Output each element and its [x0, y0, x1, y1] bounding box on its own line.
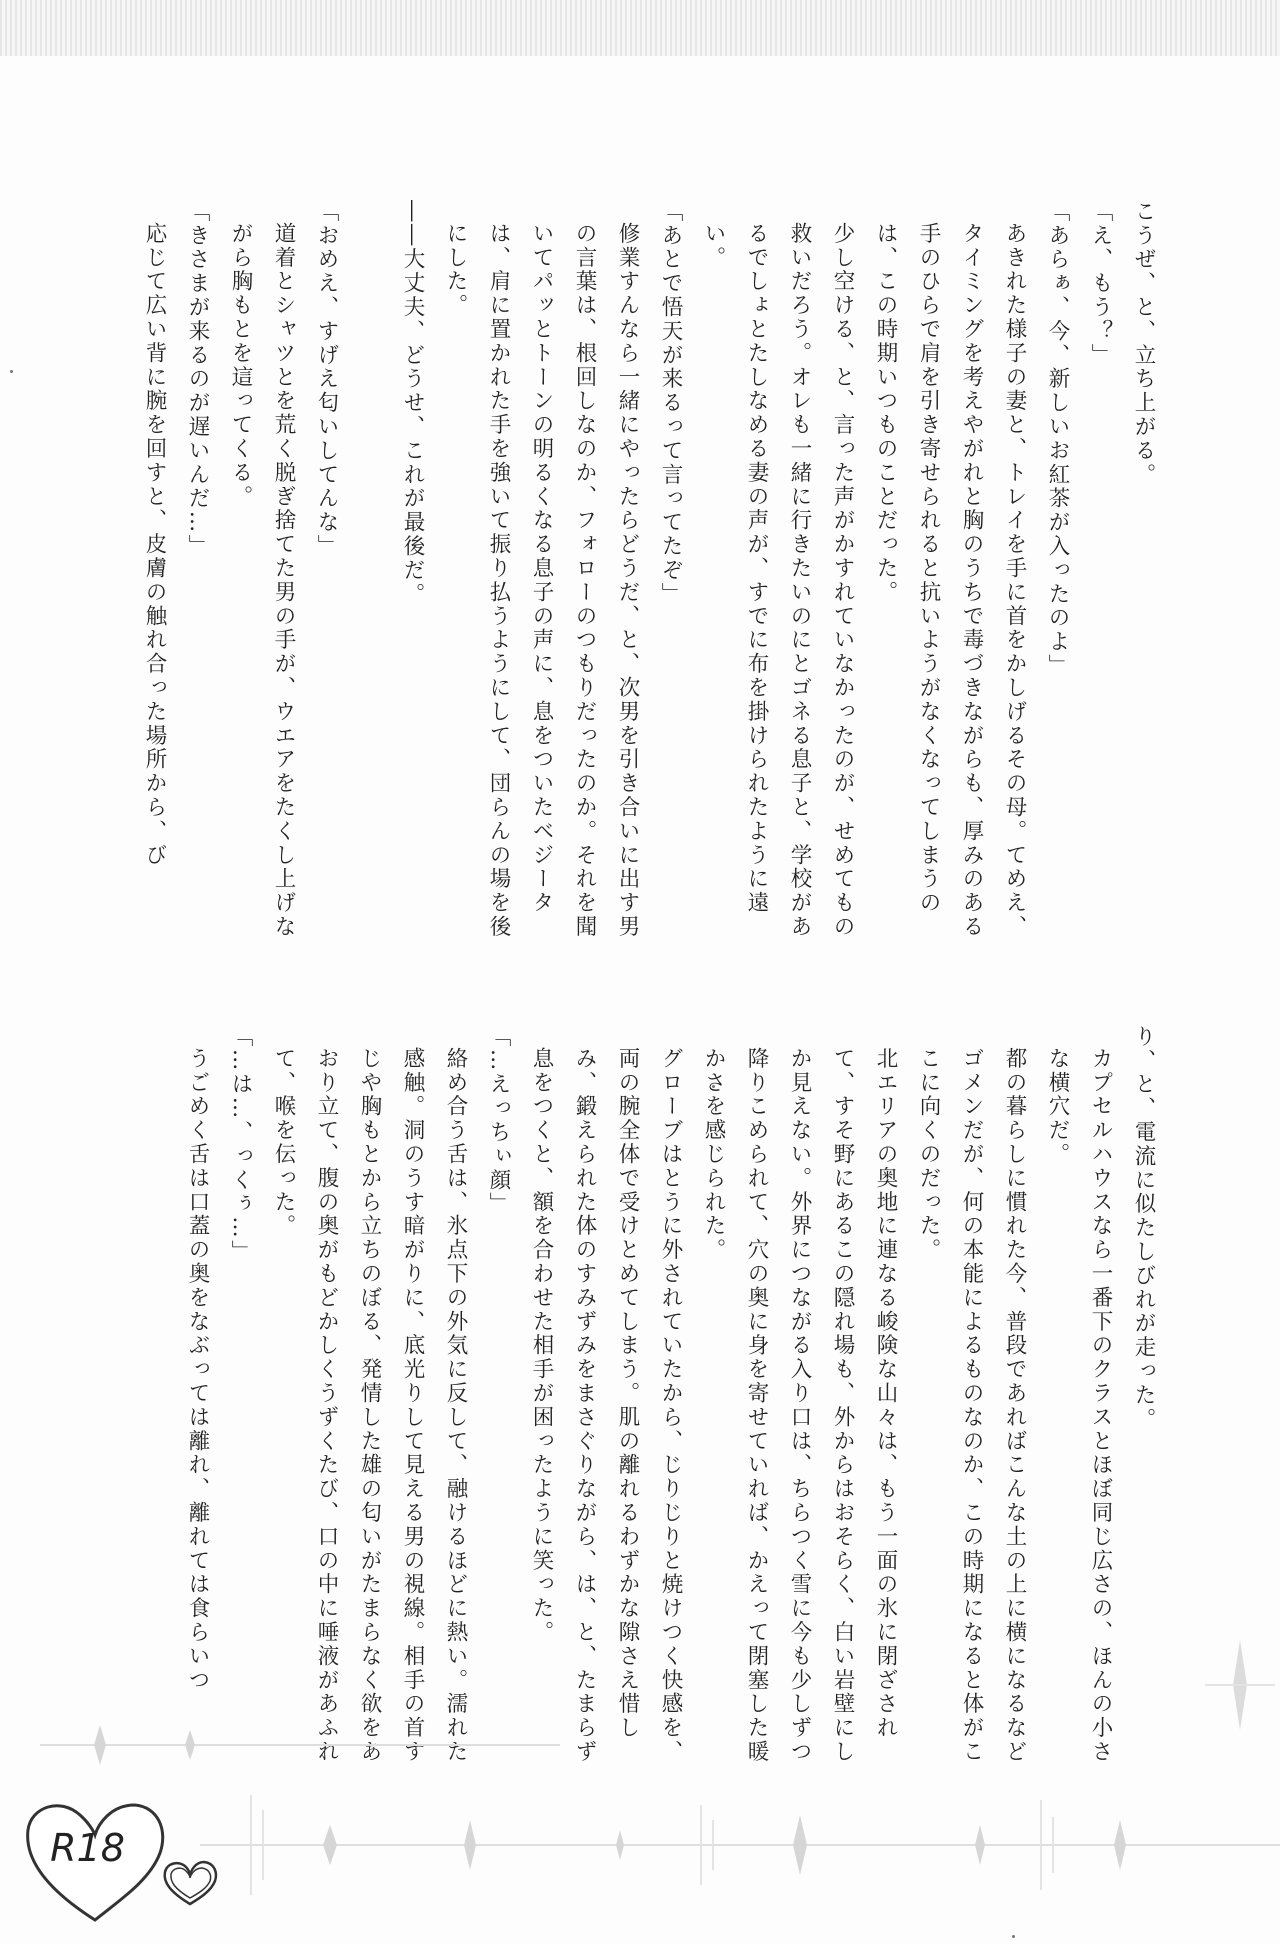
small-heart-icon: [160, 1858, 220, 1908]
paragraph: り、と、電流に似たしびれが走った。: [1131, 1025, 1156, 1432]
paragraph: あきれた様子の妻と、トレイを手に首をかしげるその母。てめえ、タイミングを考えやがれと胸のうちで毒づきながらも、厚みのある手のひらで肩を引き寄せられると抗いようがなくなってしまうのは、この時期いつものことだった。: [873, 221, 1027, 939]
paragraph: 「おめえ、すげえ匂いしてんな」: [314, 200, 339, 559]
paragraph: ――大丈夫、どうせ、これが最後だ。: [400, 200, 425, 607]
paragraph: 応じて広い背に腕を回すと、皮膚の触れ合った場所から、び: [142, 221, 167, 867]
r18-badge-label: R18: [50, 1826, 125, 1870]
paragraph: 「…えっちぃ顔」: [486, 1025, 511, 1217]
paragraph: 「あとで悟天が来るって言ってたぞ」: [658, 200, 683, 607]
stray-dot: [10, 370, 13, 373]
paragraph: 「え、もう？」: [1088, 200, 1113, 368]
sparkle-right-icon: [1205, 1640, 1275, 1730]
paragraph: グローブはとうに外されていたから、じりじりと焼けつく快感を、両の腕全体で受けとめてしまう。肌の離れるわずかな隙さえ惜しみ、鍛えられた体のすみずみをまさぐりながら、は、と、たまらず息をつくと、額を合わせた相手が困ったように笑った。: [529, 1046, 683, 1764]
text-block-bottom: [176, 1025, 1165, 1775]
paragraph: 「きさまが来るのが遅いんだ…」: [185, 200, 210, 559]
paragraph: [348, 200, 391, 960]
paragraph: 「…は…、っくぅ…」: [228, 1025, 253, 1264]
paragraph: 少し空ける、と、言った声がかすれていなかったのが、せめてもの救いだろう。オレも一緒に行きたいのにとゴネる息子と、学校があるでしょとたしなめる妻の声が、すでに布を掛けられたように遠い。: [701, 221, 855, 939]
paragraph: うごめく舌は口蓋の奥をなぶっては離れ、離れては食らいつ: [185, 1046, 210, 1692]
paragraph: 都の暮らしに慣れた今、普段であればこんな土の上に横になるなどゴメンだが、何の本能によるものなのか、この時期になると体がここに向くのだった。: [916, 1046, 1027, 1764]
paragraph: 「あらぁ、今、新しいお紅茶が入ったのよ」: [1045, 200, 1070, 678]
paragraph: 北エリアの奥地に連なる峻険な山々は、もう一面の氷に閉ざされて、すそ野にあるこの隠れ場も、外からはおそらく、白い岩壁にしか見えない。外界につながる入り口は、ちらつく雪に今も少しずつ降りこめられて、穴の奥に身を寄せていれば、かえって閉塞した暖かさを感じられた。: [701, 1046, 898, 1764]
top-stripe-band: [0, 0, 1280, 56]
paragraph: 絡め合う舌は、氷点下の外気に反して、融けるほどに熱い。濡れた感触。洞のうす暗がりに、底光りして見える男の視線。相手の首すじや胸もとから立ちのぼる、発情した雄の匂いがたまらなく欲をあおり立て、腹の奥がもどかしくうずくたび、口の中に唾液があふれて、喉を伝った。: [271, 1046, 468, 1764]
paragraph: 道着とシャツとを荒く脱ぎ捨てた男の手が、ウエアをたくし上げながら胸もとを這ってくる。: [228, 221, 296, 939]
text-block-top: [133, 200, 1165, 960]
paragraph: こうぜ、と、立ち上がる。: [1131, 200, 1156, 487]
paragraph: カプセルハウスなら一番下のクラスとほぼ同じ広さの、ほんの小さな横穴だ。: [1045, 1046, 1113, 1764]
paragraph: 修業すんなら一緒にやったらどうだ、と、次男を引き合いに出す男の言葉は、根回しなのか、フォローのつもりだったのか。それを聞いてパッとトーンの明るくなる息子の声に、息をついたベジータは、肩に置かれた手を強いて振り払うようにして、団らんの場を後にした。: [443, 221, 640, 939]
